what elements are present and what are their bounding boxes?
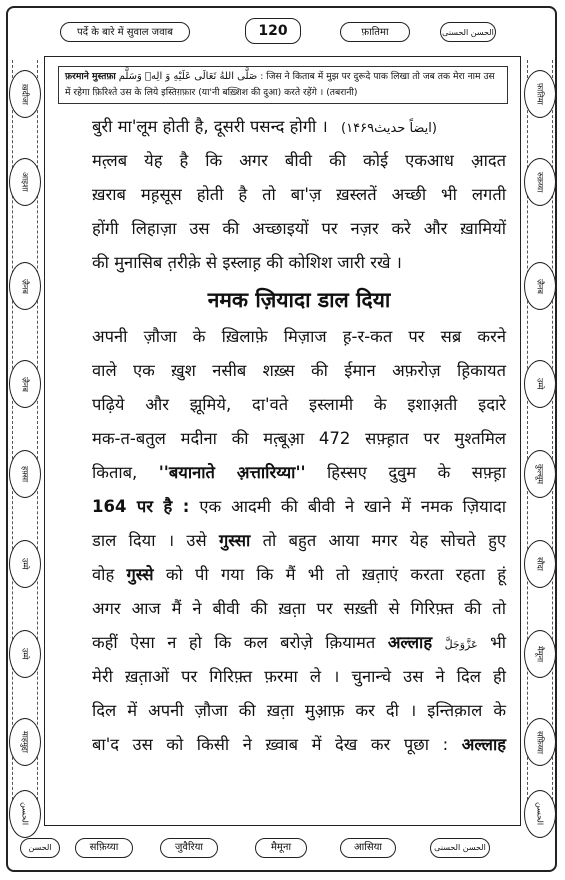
text-segment: एक आदमी की बीवी ने खाने में नमक ज़ियादा [199, 497, 507, 516]
text-segment: हिस्सए दुवुम के सफ़्ह़ा [327, 463, 506, 482]
footer-label: आसिया [340, 838, 396, 858]
emphasis-word: अल्लाह [387, 633, 433, 652]
right-medallion: सौदा [524, 540, 556, 588]
right-medallion: फ़ातिमा [524, 70, 556, 118]
text-segment: 164 पर है : [92, 497, 190, 516]
notice-source: (तबरानी) [326, 87, 358, 98]
text-line [92, 524, 506, 558]
emphasis-word: गुस्से [126, 565, 154, 584]
text-line: होंगी लिहाज़ा उस की अच्छाइयों पर नज़र करे और ख़ामियों [92, 219, 506, 238]
right-medallion: मैमूना [524, 630, 556, 678]
text-line [92, 456, 506, 490]
text-line [92, 110, 506, 144]
text-line [92, 558, 506, 592]
notice-text-2: में रहेगा फ़िरिश्ते उस के लिये इस्तिग़फ़ार (या'नी बख़्शिश की दुआ) करते रहेंगे । [65, 87, 324, 98]
notice-lead: फ़रमाने मुस्तफ़ा [65, 71, 116, 82]
text-line: पढ़िये और झूमिये, दा'वते इस्लामी के इशाअ़ती इदारे [92, 395, 506, 414]
notice-line-1 [65, 69, 501, 85]
page-header [40, 14, 525, 48]
text-segment: बुरी मा'लूम होती है, दूसरी पसन्द होगी । [92, 117, 328, 136]
text-line: ख़राब मह़सूस होती है तो बा'ज़ ख़स्लतें अच्छी भी लगती [92, 185, 506, 204]
text-segment: किताब, [92, 463, 138, 482]
left-medallion: ज़ैनब [9, 262, 41, 310]
text-line [92, 728, 506, 762]
text-segment: तो बहुत आया मगर येह सोचते हुए [262, 531, 507, 550]
left-medallion: उम्मे [9, 540, 41, 588]
text-segment: वोह [92, 565, 115, 584]
text-line [92, 626, 506, 660]
right-medallion: रुक़य्या [524, 158, 556, 206]
text-line: अपनी ज़ौजा के ख़िलाफ़े मिज़ाज ह़-र-कत पर सब्र करने [92, 327, 506, 346]
text-line: वाले एक ख़ुश नसीब शख़्स की ईमान अफ़रोज़ ह़िकायत [92, 361, 506, 380]
left-medallion: ज़ैनब [9, 360, 41, 408]
footer-logo-left: الحسن [20, 838, 60, 858]
book-title: पर्दे के बारे में सुवाल जवाब [60, 22, 190, 42]
right-medallion: الحسن [524, 790, 556, 838]
left-medallion: हफ़्सा [9, 450, 41, 498]
text-segment: कहीं ऐसा न हो कि कल बरोज़े क़ियामत [92, 633, 376, 652]
footer-label: मैमूना [255, 838, 307, 858]
arabic-honorific: عَزَّوَجَلَّ [444, 638, 478, 651]
left-medallion: ख़दीजा [9, 70, 41, 118]
text-line: मत़्लब येह है कि अगर बीवी की कोई एकआध आ़दत [92, 151, 506, 170]
text-line: की मुनासिब त़रीक़े से इस्लाह़ की कोशिश जारी रखे । [92, 253, 402, 272]
left-medallion: الحسن [9, 790, 41, 838]
left-medallion: माहमुद्दा [9, 718, 41, 766]
hadith-notice-box [58, 66, 508, 104]
right-medallion: उम्मे [524, 360, 556, 408]
text-line: मक-त-बतुल मदीना की मत़्बूआ़ 472 सफ़्ह़ात पर मुश्तमिल [92, 429, 506, 448]
left-medallion: आइशा [9, 158, 41, 206]
footer-label: जुवैरिया [160, 838, 218, 858]
notice-honorific: صَلَّى اللهُ تَعَالَى عَلَيْهِ وَ الِهٖ وَسَلَّم [118, 71, 258, 82]
book-name: ''बयानाते अ़त्तारिय्या'' [158, 463, 306, 482]
header-logo: الحسن الحسنی [440, 22, 496, 42]
text-segment: डाल दिया । उसे [92, 531, 207, 550]
text-line [92, 490, 506, 524]
right-medallion: ज़ैनब [524, 262, 556, 310]
section-heading: नमक ज़ियादा डाल दिया [207, 288, 391, 312]
emphasis-word: गुस्सा [218, 531, 251, 550]
text-line: दिल में अपनी ज़ौजा की ख़त़ा मुआ़फ़ कर दी । इन्तिक़ाल के [92, 701, 506, 720]
emphasis-word: अल्लाह [461, 735, 506, 754]
right-medallion: सफ़िय्या [524, 718, 556, 766]
notice-text: : जिस ने किताब में मुझ पर दुरूदे पाक लिखा तो जब तक मेरा नाम उस [260, 71, 495, 82]
footer-logo-right: الحسن الحسنی [430, 838, 490, 858]
text-segment: भी [490, 633, 507, 652]
notice-line-2 [65, 85, 501, 101]
left-medallion: उम्मे [9, 630, 41, 678]
chapter-name: फ़ातिमा [340, 22, 410, 42]
page-body [92, 110, 506, 762]
text-segment: को पी गया कि मैं भी तो ख़त़ाएं करता रहता हूं [165, 565, 506, 584]
page-number: 120 [245, 18, 301, 44]
text-segment: बा'द उस को किसी ने ख़्वाब में देख कर पूछा : [92, 735, 449, 754]
footer-label: सफ़िय्या [75, 838, 133, 858]
text-line: मेरी ख़त़ाओं पर गिरिफ़्त फ़रमा ले । चुनान्चे उस ने दिल ही [92, 667, 506, 686]
text-line: अगर आज मैं ने बीवी की ख़त़ा पर सख़्ती से गिरिफ़्त की तो [92, 599, 506, 618]
reference-citation: (ایضاً حدیث۱۴۶۹) [341, 121, 437, 136]
right-medallion: कुल्सूम [524, 450, 556, 498]
